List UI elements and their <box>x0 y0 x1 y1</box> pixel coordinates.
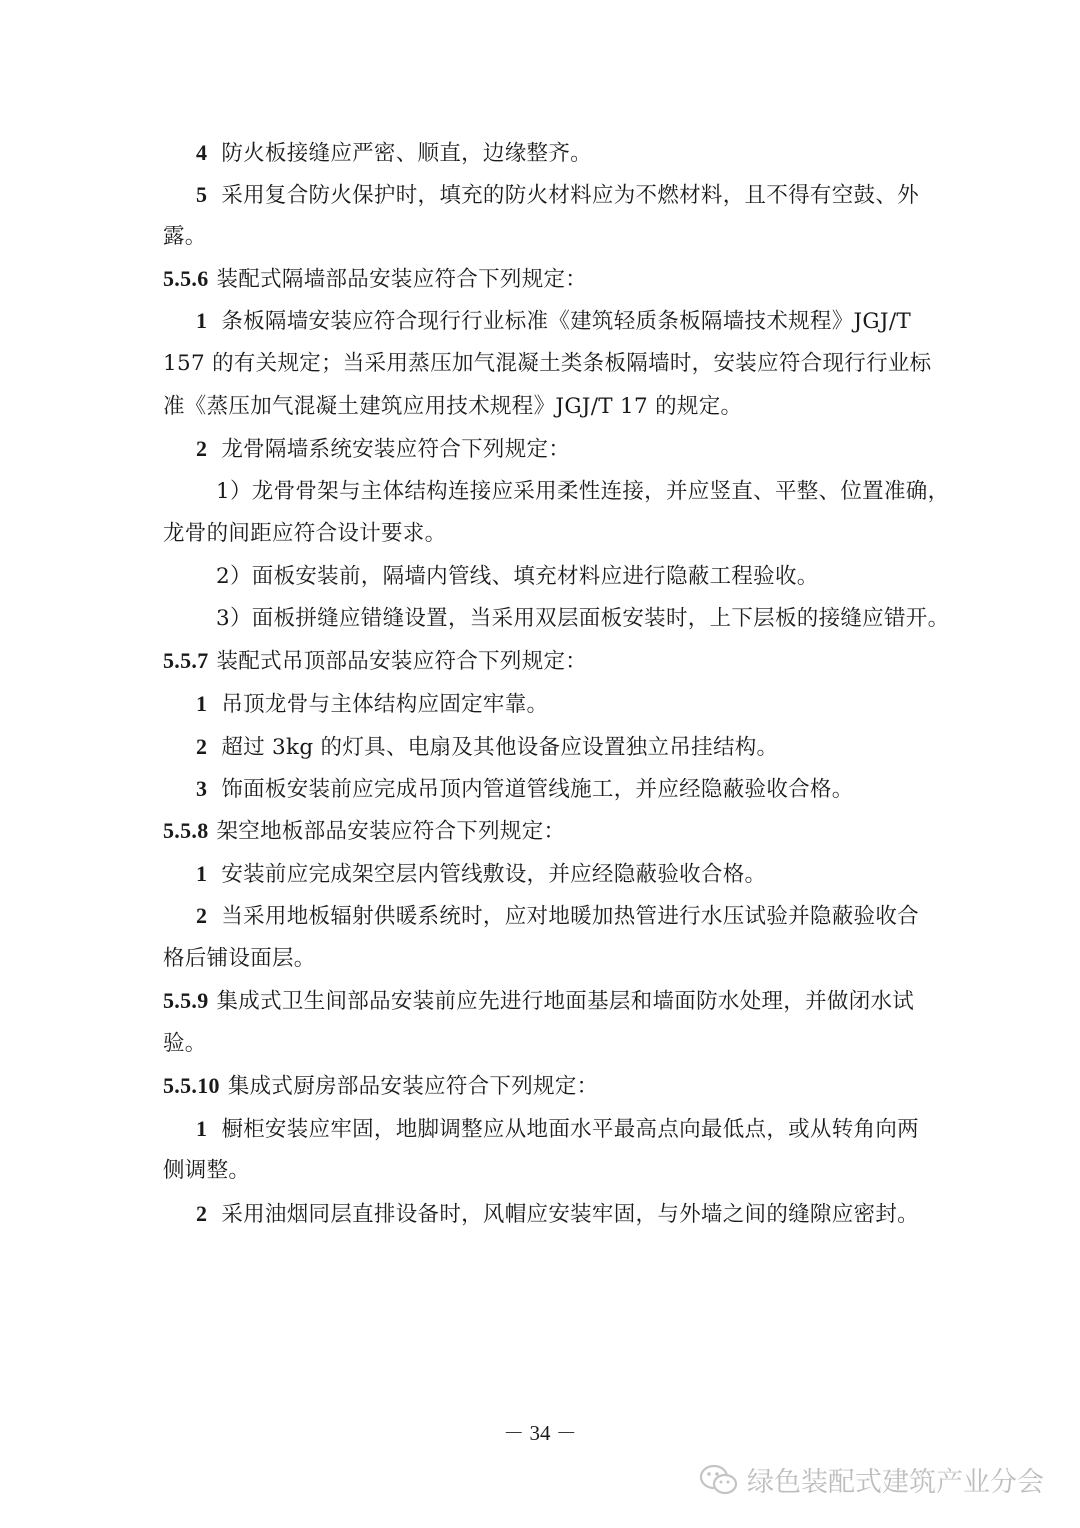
line-11 <box>216 562 819 592</box>
line-text: 侧调整。 <box>163 1158 251 1183</box>
item-number: 4 <box>196 140 208 165</box>
page-number: － 34 － <box>503 1421 577 1445</box>
item-number: 2 <box>196 734 208 759</box>
line-21 <box>163 986 914 1017</box>
line-18 <box>196 859 766 890</box>
line-text: 格后铺设面层。 <box>163 946 316 971</box>
watermark <box>699 1460 1044 1499</box>
line-20 <box>163 944 316 974</box>
section-number: 5.5.6 <box>163 266 209 291</box>
line-text: 橱柜安装应牢固，地脚调整应从地面水平最高点向最低点，或从转角向两 <box>221 1117 919 1142</box>
item-number: 1 <box>196 308 208 333</box>
section-number: 5.5.9 <box>163 988 209 1013</box>
line-text: 吊顶龙骨与主体结构应固定牢靠。 <box>221 692 549 717</box>
line-text: 1）龙骨骨架与主体结构连接应采用柔性连接，并应竖直、平整、位置准确， <box>216 479 950 504</box>
line-text: 装配式隔墙部品安装应符合下列规定： <box>216 267 588 292</box>
line-text: 龙骨的间距应符合设计要求。 <box>163 521 447 546</box>
section-number: 5.5.8 <box>163 818 209 843</box>
line-1 <box>196 138 592 169</box>
line-12 <box>216 604 949 634</box>
line-4 <box>163 264 587 295</box>
item-number: 2 <box>196 903 208 928</box>
line-text: 防火板接缝应严密、顺直，边缘整齐。 <box>221 141 592 166</box>
line-7 <box>163 392 742 422</box>
line-text: 露。 <box>163 224 207 249</box>
line-10 <box>163 519 446 549</box>
line-text: 龙骨隔墙系统安装应符合下列规定： <box>221 437 571 462</box>
line-24 <box>196 1114 919 1145</box>
line-8 <box>196 434 570 465</box>
item-number: 1 <box>196 1116 208 1141</box>
item-number: 2 <box>196 1201 208 1226</box>
line-text: 安装前应完成架空层内管线敷设，并应经隐蔽验收合格。 <box>221 862 767 887</box>
line-text: 集成式厨房部品安装应符合下列规定： <box>227 1074 599 1099</box>
line-26 <box>196 1199 919 1230</box>
wechat-icon <box>699 1463 739 1497</box>
line-text: 饰面板安装前应完成吊顶内管道管线施工，并应经隐蔽验收合格。 <box>221 777 854 802</box>
line-5 <box>196 306 911 337</box>
line-text: 采用油烟同层直排设备时，风帽应安装牢固，与外墙之间的缝隙应密封。 <box>221 1202 919 1227</box>
line-text: 157 的有关规定；当采用蒸压加气混凝土类条板隔墙时，安装应符合现行行业标 <box>163 351 932 376</box>
line-text: 验。 <box>163 1031 207 1056</box>
line-16 <box>196 774 854 805</box>
item-number: 1 <box>196 691 208 716</box>
line-14 <box>196 689 548 720</box>
line-6 <box>163 349 931 379</box>
line-text: 装配式吊顶部品安装应符合下列规定： <box>216 649 588 674</box>
line-3 <box>163 222 207 252</box>
section-number: 5.5.10 <box>163 1073 220 1098</box>
line-2 <box>196 180 919 211</box>
line-17 <box>163 816 565 847</box>
line-22 <box>163 1029 207 1059</box>
line-15 <box>196 732 778 763</box>
item-number: 5 <box>196 182 208 207</box>
item-number: 1 <box>196 861 208 886</box>
line-text: 采用复合防火保护时，填充的防火材料应为不燃材料，且不得有空鼓、外 <box>221 183 919 208</box>
line-text: 超过 3kg 的灯具、电扇及其他设备应设置独立吊挂结构。 <box>221 735 779 760</box>
line-9 <box>216 477 949 507</box>
section-number: 5.5.7 <box>163 648 209 673</box>
line-text: 当采用地板辐射供暖系统时，应对地暖加热管进行水压试验并隐蔽验收合 <box>221 904 919 929</box>
line-text: 准《蒸压加气混凝土建筑应用技术规程》JGJ/T 17 的规定。 <box>163 394 743 419</box>
line-19 <box>196 901 919 932</box>
line-text: 条板隔墙安装应符合现行行业标准《建筑轻质条板隔墙技术规程》JGJ/T <box>221 309 912 334</box>
line-text: 3）面板拼缝应错缝设置，当采用双层面板安装时，上下层板的接缝应错开。 <box>216 606 950 631</box>
watermark-text: 绿色装配式建筑产业分会 <box>747 1467 1044 1498</box>
item-number: 3 <box>196 776 208 801</box>
item-number: 2 <box>196 436 208 461</box>
line-text: 集成式卫生间部品安装前应先进行地面基层和墙面防水处理，并做闭水试 <box>216 989 915 1014</box>
line-25 <box>163 1156 250 1186</box>
line-text: 架空地板部品安装应符合下列规定： <box>216 819 566 844</box>
line-23 <box>163 1071 598 1102</box>
line-13 <box>163 646 587 677</box>
line-text: 2）面板安装前，隔墙内管线、填充材料应进行隐蔽工程验收。 <box>216 564 819 589</box>
